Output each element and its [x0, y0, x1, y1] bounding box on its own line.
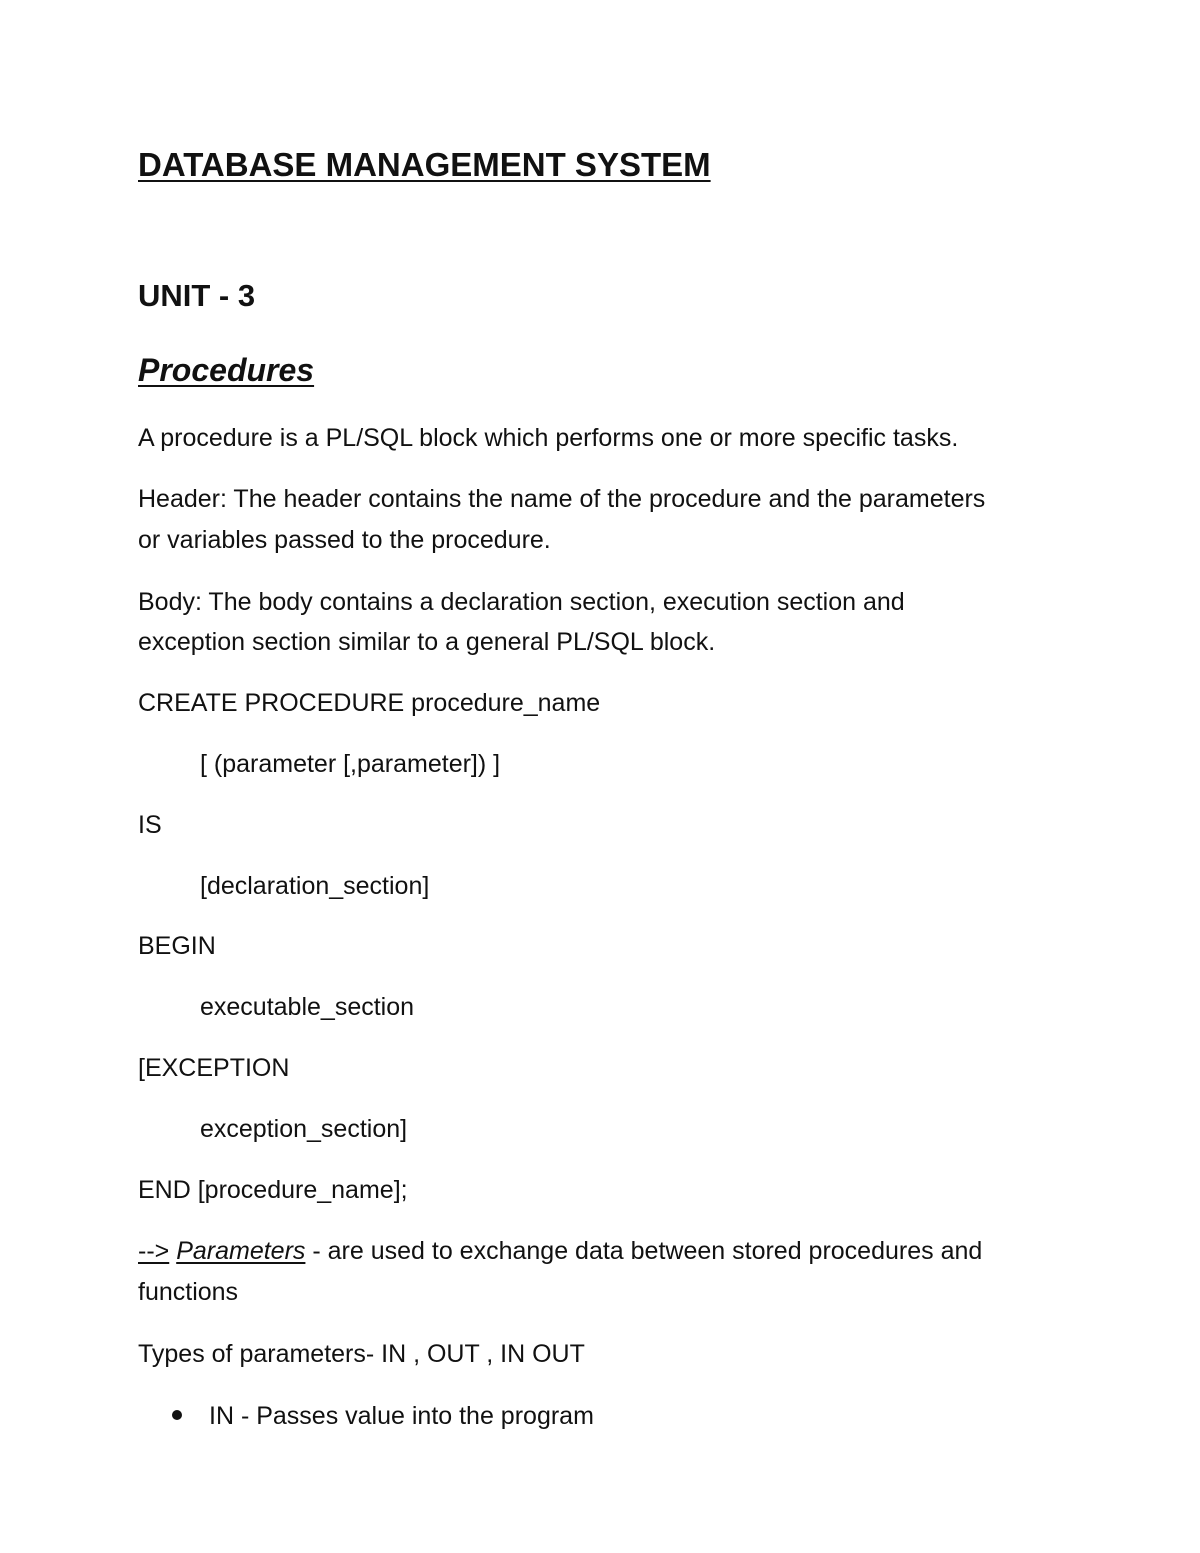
- parameters-paragraph-line-2: functions: [138, 1278, 239, 1306]
- body-paragraph-line-2: exception section similar to a general PL/SQL block.: [138, 628, 716, 656]
- document-title: DATABASE MANAGEMENT SYSTEM: [138, 146, 711, 183]
- syntax-line-exception-section: exception_section]: [200, 1115, 408, 1143]
- parameters-description: are used to exchange data between stored procedures and: [320, 1237, 983, 1265]
- bullet-dot: [172, 1410, 182, 1420]
- syntax-line-executable: executable_section: [200, 993, 415, 1021]
- header-paragraph-line-2: or variables passed to the procedure.: [138, 526, 551, 554]
- parameters-paragraph-line-1: [138, 1236, 982, 1266]
- syntax-line-parameters: [ (parameter [,parameter]) ]: [200, 750, 501, 778]
- syntax-line-declaration: [declaration_section]: [200, 872, 430, 900]
- syntax-line-exception: [EXCEPTION: [138, 1054, 290, 1082]
- parameter-types: Types of parameters- IN , OUT , IN OUT: [138, 1340, 585, 1368]
- syntax-line-begin: BEGIN: [138, 932, 216, 960]
- body-paragraph-line-1: Body: The body contains a declaration section, execution section and: [138, 588, 905, 616]
- intro-paragraph: A procedure is a PL/SQL block which performs one or more specific tasks.: [138, 424, 959, 452]
- section-heading: Procedures: [138, 352, 315, 388]
- syntax-line-is: IS: [138, 811, 162, 839]
- parameters-dash: -: [312, 1237, 321, 1265]
- unit-heading: UNIT - 3: [138, 278, 256, 313]
- parameters-arrow: -->: [138, 1237, 170, 1265]
- list-item-in: IN - Passes value into the program: [209, 1402, 594, 1430]
- syntax-line-end: END [procedure_name];: [138, 1176, 408, 1204]
- syntax-line-create: CREATE PROCEDURE procedure_name: [138, 689, 601, 717]
- parameters-term: Parameters: [176, 1237, 306, 1265]
- header-paragraph-line-1: Header: The header contains the name of the procedure and the parameters: [138, 485, 986, 513]
